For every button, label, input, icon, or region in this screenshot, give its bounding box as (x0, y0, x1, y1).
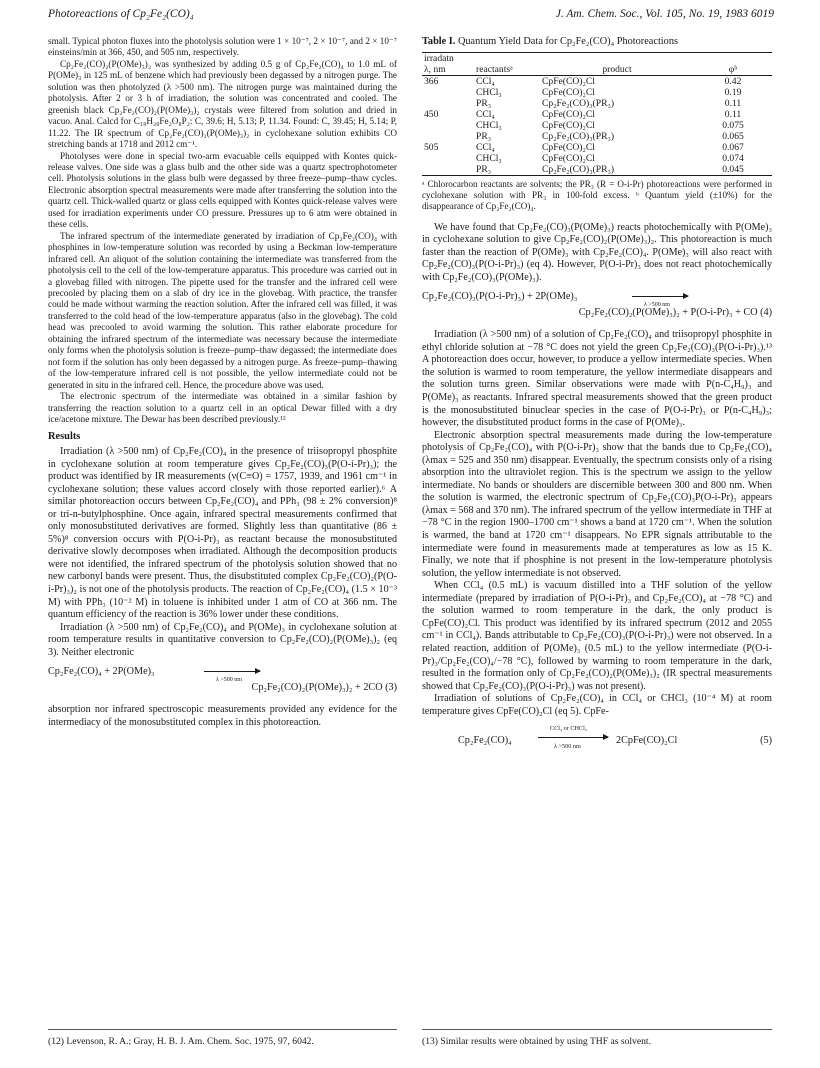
equation-5-reactant: Cp₂Fe₂(CO)₄ (458, 735, 512, 747)
cell-quantum-yield: 0.075 (722, 119, 744, 131)
table-caption-text: Quantum Yield Data for Cp₂Fe₂(CO)₄ Photoreactions (457, 36, 678, 47)
table-caption (422, 36, 772, 49)
cell-wavelength (422, 87, 474, 98)
footnote-13-text: (13) Similar results were obtained by using THF as solvent. (422, 1036, 651, 1047)
cell-quantum-yield: 0.067 (722, 141, 744, 153)
cell-reactant: CCl₄ (476, 75, 495, 87)
equation-5-condition: λ >500 nm (554, 743, 581, 751)
equation-4-condition: λ >500 nm (644, 302, 670, 309)
equation-5-product: 2CpFe(CO)₂Cl (616, 735, 678, 747)
equation-4-reactants: Cp₂Fe₂(CO)₃(P(O-i-Pr)₃) + 2P(OMe)₃ (422, 291, 578, 303)
footnote-rule (48, 1029, 397, 1030)
running-header (48, 8, 774, 26)
cell-product: CpFe(CO)₂Cl (542, 86, 595, 98)
data-table (422, 52, 772, 176)
right-column (422, 36, 772, 755)
cell-wavelength (422, 120, 474, 131)
cell-reactant: PR₃ (474, 164, 540, 176)
cell-product: Cp₂Fe₂(CO)₃(PR₃) (540, 164, 694, 176)
cell-wavelength (422, 153, 474, 164)
table-row (422, 131, 772, 142)
table-row (422, 75, 772, 87)
paragraph-right-2: Irradiation (λ >500 nm) of a solution of Cp₂Fe₂(CO)₄ and triisopropyl phosphite in ethyl chloride solution at −78 °C does not yield the green Cp₂Fe₂(CO)₃(P(O-i-Pr)₃).¹³ A photoreaction does occur, however, to produce a yellow intermediate species. When the solution is warmed to room temperature, the yellow intermediate disappears and the solution turns green. Similar observations were made with P(n-C₄H₉)₃ and P(OMe)₃ as reactants. Infrared spectral measurements showed that the green product is the monosubstituted binuclear species in the case of P(O-i-Pr)₃ or P(n-C₄H₉)₃; however, the disubstituted product forms in the case of P(OMe)₃. (422, 329, 772, 429)
footnote-13 (422, 1036, 772, 1048)
cell-product: CpFe(CO)₂Cl (542, 119, 595, 131)
cell-wavelength: 505 (424, 141, 439, 153)
cell-wavelength: 366 (424, 75, 439, 87)
equation-3-condition: λ >500 nm (216, 677, 242, 684)
cell-wavelength: 450 (424, 108, 439, 120)
paragraph-right-3: Electronic absorption spectral measurements made during the low-temperature photolysis of Cp₂Fe₂(CO)₄ with P(O-i-Pr)₃ show that the bands due to Cp₂Fe₂(CO)₄ (λmax = 525 and 350 nm) disappear. Eventually, the spectrum consists only of a rising absorption into the ultraviolet region. This is the spectrum we assign to the yellow intermediate. No bands or shoulders are discernible between 300 and 800 nm. When the solution is warmed, the electronic spectrum of Cp₂Fe₂(CO)₃P(O-i-Pr)₃ appears (λmax = 568 and 370 nm). The infrared spectrum of the yellow intermediate in THF at −78 °C in the region 1900–1700 cm⁻¹ shows a band at 1720 cm⁻¹. When the solution is warmed, the band at 1720 cm⁻¹ disappears. No EPR signals attributable to the intermediate were found in measurements made at temperatures as low as 15 K. Finally, we note that if phosphine is not present in the low-temperature photolysis solution, the yellow intermediate is not observed. (422, 429, 772, 579)
footnote-12-text: (12) Levenson, R. A.; Gray, H. B. J. Am. Chem. Soc. 1975, 97, 6042. (48, 1036, 314, 1047)
cell-wavelength (422, 98, 474, 109)
cell-wavelength (422, 164, 474, 176)
table-row (422, 98, 772, 109)
cell-reactant: CHCl₃ (476, 152, 502, 164)
table-row (422, 164, 772, 176)
cell-reactant: PR₃ (476, 97, 492, 109)
equation-5 (422, 723, 772, 751)
cell-quantum-yield: 0.045 (694, 164, 772, 176)
table-row (422, 153, 772, 164)
cell-product: CpFe(CO)₂Cl (542, 75, 595, 87)
cell-reactant: PR₃ (476, 130, 492, 142)
paragraph-results-1: Irradiation (λ >500 nm) of Cp₂Fe₂(CO)₄ in the presence of triisopropyl phosphite in cyclohexane solution at room temperature gives Cp₂Fe₂(CO)₃(P(O-i-Pr)₃); the product was identified by IR measurements (ν(C≡O) = 1757, 1939, and 1961 cm⁻¹ in cyclohexane solution; these values accord closely with those reported earlier).⁶ A similar photoreaction occurs between Cp₂Fe₂(CO)₄ and PPh₃ (98 ± 2% conversion)⁸ or tri-n-butylphosphine. Once again, infrared spectral measurements confirmed that only monosubstituted derivatives are formed. Slightly less than quantitative (86 ± 5%)⁸ conversion occurs with P(O-i-Pr)₃ as reactant because the monosubstituted derivative slowly decomposes when irradiated. Although the decomposition products were not identified, the infrared spectrum of the photolysis solution showed that no new carbonyl bands were present. Thus, the disubstituted complex Cp₂Fe₂(CO)₂(P(O-i-Pr)₃)₂ is not one of the photolysis products. The reaction of Cp₂Fe₂(CO)₄ (1.5 × 10⁻³ M) with PPh₃ (10⁻² M) in toluene is inhibited under 1 atm of CO at 366 nm. The quantum efficiency of the reaction is 36% lower under these conditions. (48, 445, 397, 621)
cell-wavelength (422, 131, 474, 142)
cell-product: Cp₂Fe₂(CO)₃(PR₃) (542, 130, 615, 142)
equation-3 (48, 664, 397, 700)
table-row (422, 109, 772, 120)
header-title: Photoreactions of Cp₂Fe₂(CO)₄ (48, 8, 194, 20)
left-column (48, 36, 397, 729)
table-footnote: ᵃ Chlorocarbon reactants are solvents; the PR₃ (R = O-i-Pr) photoreactions were performed in cyclohexane solution with PR₃ in 100-fold excess. ᵇ Quantum yield (±10%) for the disappearance of Cp₂Fe₂(CO)₄. (422, 178, 772, 211)
cell-reactant: CCl₄ (476, 108, 495, 120)
cell-reactant: CCl₄ (476, 141, 495, 153)
cell-reactant: CHCl₃ (476, 119, 502, 131)
header-journal-citation: J. Am. Chem. Soc., Vol. 105, No. 19, 1983 6019 (555, 8, 774, 20)
paragraph-results-3: absorption nor infrared spectroscopic measurements provided any evidence for the intermediacy of the monosubstituted complex in this photoreaction. (48, 704, 397, 728)
equation-5-number: (5) (760, 735, 772, 747)
cell-product: CpFe(CO)₂Cl (542, 108, 595, 120)
column-header-reactants: reactantsᵃ (474, 64, 540, 76)
cell-product: CpFe(CO)₂Cl (542, 152, 595, 164)
equation-3-reactants: Cp₂Fe₂(CO)₄ + 2P(OMe)₃ (48, 666, 155, 678)
cell-reactant: CHCl₃ (476, 86, 502, 98)
paragraph-right-5: Irradiation of solutions of Cp₂Fe₂(CO)₄ in CCl₄ or CHCl₃ (10⁻⁴ M) at room temperature gives CpFe(CO)₂Cl (eq 5). CpFe- (422, 693, 772, 717)
column-header-quantum-yield: φᵇ (694, 64, 772, 76)
paragraph-right-1: We have found that Cp₂Fe₂(CO)₃(P(OMe)₃) reacts photochemically with P(OMe)₃ in cyclohexane solution to give Cp₂Fe₂(CO)₂(P(OMe)₃)₂. This photoreaction is much faster than the reaction of P(OMe)₃ with Cp₂Fe₂(CO)₄. P(OMe)₃ will also react with Cp₂Fe₂(CO)₃(P(O-i-Pr)₃) (eq 4). However, P(O-i-Pr)₃ does not react photochemically with Cp₂Fe₂(CO)₃(P(OMe)₃). (422, 221, 772, 283)
equation-3-products: Cp₂Fe₂(CO)₂(P(OMe)₃)₂ + 2CO (3) (251, 682, 397, 694)
results-heading: Results (48, 431, 81, 443)
paragraph-infrared-procedure: The infrared spectrum of the intermediate generated by irradiation of Cp₂Fe₂(CO)₄ with phosphines in low-temperature solution was recorded by using a Beckman low-temperature infrared cell. An aliquot of the solution containing the intermediate was transferred from the photolysis cell to the cell of the low-temperature apparatus. This procedure was carried out in a glovebag filled with nitrogen. The pipette used for the transfer and the infrared cell were precooled by placing them on a slab of dry ice in the glovebag. With practice, the transfer could be made without warming the reaction solution. After the infrared cell was filled, it was transferred to the cold head of the low-temperature apparatus (also in the glovebag). The cold head was precooled to avoid warming the solution. This rather elaborate procedure for obtaining the infrared spectrum of the intermediate was necessary because the intermediate only forms when the photolysis solution is freeze–pump–thaw degassed; the intermediate does not form if the solution has only been degassed by a nitrogen purge. As freeze–pump–thawing of the low-temperature infrared cell is not possible, the yellow intermediate could not be generated in situ in the infrared cell. Hence, the procedure above was used. (48, 230, 397, 390)
table-row (422, 87, 772, 98)
column-header-irradiation: irradatn (422, 52, 474, 64)
paragraph-photon-flux: small. Typical photon fluxes into the photolysis solution were 1 × 10⁻⁷, 2 × 10⁻⁷, and 2 × 10⁻⁷ einsteins/min at 366, 450, and 505 nm, respectively. (48, 36, 397, 58)
cell-product: Cp₂Fe₂(CO)₃(PR₃) (542, 97, 615, 109)
column-header-product: product (540, 64, 694, 76)
paragraph-synthesis: Cp₂Fe₂(CO)₂(P(OMe)₃)₂ was synthesized by adding 0.5 g of Cp₂Fe₂(CO)₄ to 1.0 mL of P(OMe)₃ in 125 mL of benzene which had previously been degassed by a nitrogen purge. The solution was then photolyzed (λ >500 nm). The nitrogen purge was maintained during the photolysis. After 2 or 3 h of irradiation, the solution was concentrated and cooled. The greenish black Cp₂Fe₂(CO)₂(P(OMe)₃)₂ crystals were filtered from solution and dried in vacuo. Anal. Calcd for C₁₈H₂₈Fe₂O₈P₂: C, 39.6; H, 5.13; P, 11.34. Found: C, 39.45; H, 5.14; P, 11.22. The IR spectrum of Cp₂Fe₂(CO)₂(P(OMe)₃)₂ in cyclohexane solution exhibits CO stretching bands at 1718 and 2012 cm⁻¹. (48, 58, 397, 150)
cell-quantum-yield: 0.11 (724, 108, 742, 120)
footnote-rule (422, 1029, 772, 1030)
cell-quantum-yield: 0.11 (724, 97, 742, 109)
equation-4 (422, 289, 772, 325)
paragraph-results-2: Irradiation (λ >500 nm) of Cp₂Fe₂(CO)₄ and P(OMe)₃ in cyclohexane solution at room temperature results in quantitative conversion to Cp₂Fe₂(CO)₂(P(OMe)₃)₂ (eq 3). Neither electronic (48, 621, 397, 658)
table-row (422, 120, 772, 131)
cell-quantum-yield: 0.074 (722, 152, 744, 164)
table-caption-label: Table I. (422, 36, 456, 47)
cell-quantum-yield: 0.42 (724, 75, 742, 87)
paragraph-right-4: When CCl₄ (0.5 mL) is vacuum distilled into a THF solution of the yellow intermediate (prepared by irradiation of P(O-i-Pr)₃ and Cp₂Fe₂(CO)₄ at −78 °C) and the solution warmed to room temperature in the dark, the only product is CpFe(CO)₂Cl. This product was identified by its infrared spectrum (2012 and 2055 cm⁻¹ in CCl₄). Bands attributable to Cp₂Fe₂(CO)₃(P(O-i-Pr)₃) were not observed. In a related reaction, addition of P(OMe)₃ (0.5 mL) to the yellow intermediate (P(O-i-Pr)₃/Cp₂Fe₂(CO)₄/−78 °C), followed by warming to room temperature in the dark, resulted in the formation only of Cp₂Fe₂(CO)₂(P(OMe)₃)₂ (IR spectral measurements showed that Cp₂Fe₂(CO)₃(P(O-i-Pr)₃) was not present). (422, 580, 772, 692)
paragraph-photolysis-cells: Photolyses were done in special two-arm evacuable cells equipped with Kontes quick-release valves. One side was a glass bulb and the other side was a quartz spectrophotometer cell. Photolysis solutions in the glass bulb were degassed by three freeze–pump–thaw cycles. Electronic absorption spectral measurements were made after transferring the solution into the quartz cell. Thick-walled quartz or glass cells equipped with Kontes quick-release valves were used for irradiation experiments under CO pressure. Pressures up to 6 atm were obtained in these cells. (48, 150, 397, 230)
table-row (422, 142, 772, 153)
equation-4-products: Cp₂Fe₂(CO)₂(P(OMe)₃)₂ + P(O-i-Pr)₃ + CO (4) (578, 307, 772, 319)
column-header-wavelength: λ, nm (422, 64, 474, 76)
cell-product: CpFe(CO)₂Cl (542, 141, 595, 153)
quantum-yield-table (422, 36, 772, 212)
cell-quantum-yield: 0.065 (722, 130, 744, 142)
equation-5-solvent: CCl₄ or CHCl₃ (550, 725, 587, 733)
footnote-12 (48, 1036, 397, 1048)
paragraph-electronic-spectrum: The electronic spectrum of the intermediate was obtained in a similar fashion by transferring the reaction solution to a quartz cell in an optical Dewar filled with a dry ice/acetone mixture. The Dewar has been described previously.¹² (48, 391, 397, 424)
cell-quantum-yield: 0.19 (724, 86, 742, 98)
